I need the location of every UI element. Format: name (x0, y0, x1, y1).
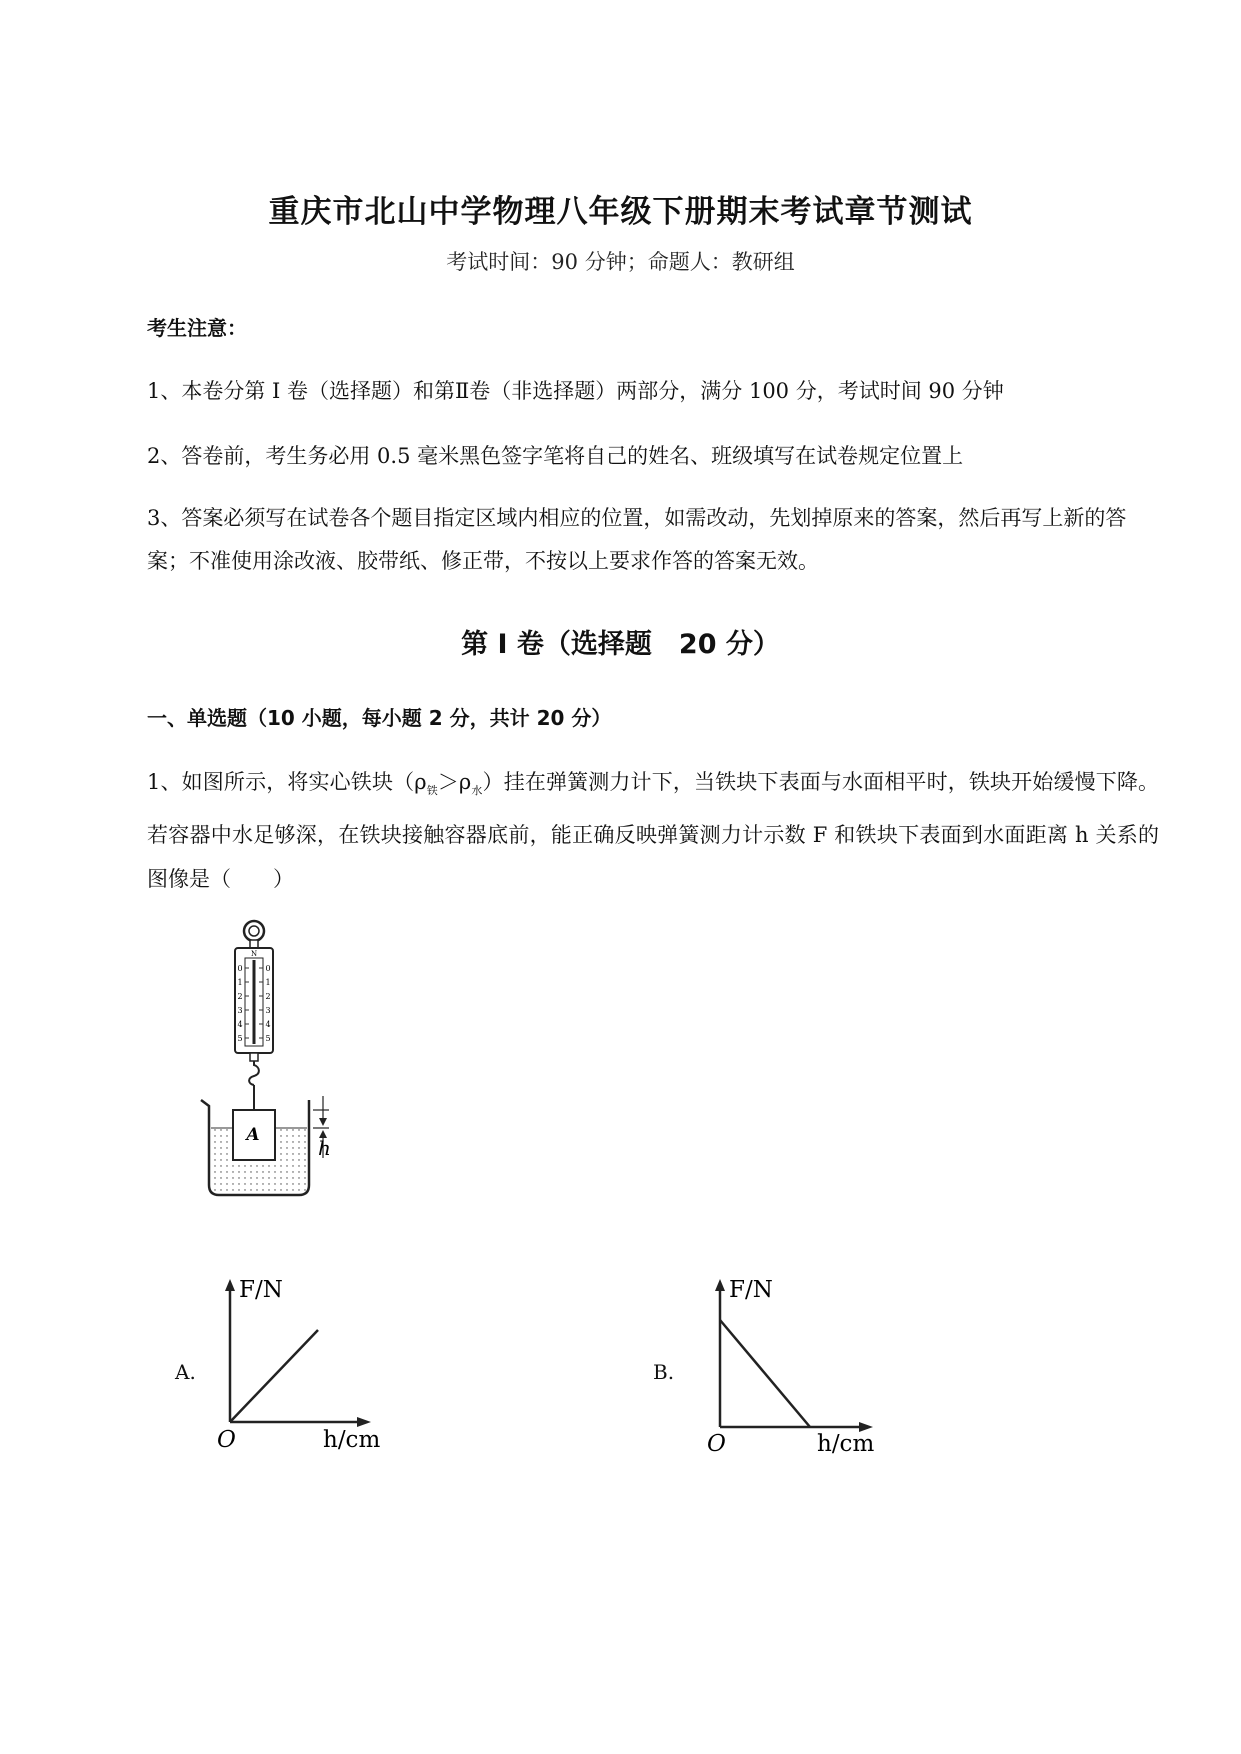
scale-number: 5 (265, 1034, 271, 1043)
origin-label: O (707, 1431, 726, 1455)
series-line (230, 1330, 318, 1422)
scale-number: 0 (237, 964, 243, 973)
scale-number: 4 (237, 1020, 243, 1029)
scale-number: 5 (237, 1034, 243, 1043)
scale-number: 3 (265, 1006, 271, 1015)
scale-number: 2 (265, 992, 271, 1001)
x-axis-label: h/cm (323, 1427, 381, 1453)
scale-number: 1 (237, 978, 243, 987)
series-line (720, 1320, 810, 1427)
notice-heading: 考生注意： (147, 316, 247, 340)
option-b-label[interactable]: B. (653, 1360, 675, 1384)
block-label: A (246, 1125, 260, 1145)
notice-item-1: 1、本卷分第 I 卷（选择题）和第Ⅱ卷（非选择题）两部分，满分 100 分，考试时间 90 分钟 (147, 379, 1004, 403)
notice-item-3: 3、答案必须写在试卷各个题目指定区域内相应的位置，如需改动，先划掉原来的答案，然后再写上新的答案；不准使用涂改液、胶带纸、修正带，不按以上要求作答的答案无效。 (147, 506, 1127, 573)
x-axis-arrow (357, 1417, 371, 1427)
part-heading: 一、单选题（10 小题，每小题 2 分，共计 20 分） (147, 706, 612, 730)
scale-unit-label: N (250, 950, 258, 958)
depth-label: h (318, 1136, 331, 1160)
spring-scale-figure (195, 918, 345, 1208)
q1-text-mid: ＞ρ (437, 770, 472, 794)
question-1-stem (147, 760, 1159, 901)
origin-label: O (217, 1427, 236, 1453)
y-axis-label: F/N (729, 1277, 773, 1303)
q1-subscript-water: 水 (471, 784, 483, 797)
y-axis-arrow (225, 1279, 235, 1291)
notice-item-2: 2、答卷前，考生务必用 0.5 毫米黑色签字笔将自己的姓名、班级填写在试卷规定位置上 (147, 444, 964, 468)
section-title: 第 I 卷（选择题 20 分） (461, 629, 780, 660)
q1-text-after: ）挂在弹簧测力计下，当铁块下表面与水面相平时，铁块开始缓慢下降。若容器中水足够深，在铁块接触容器底前，能正确反映弹簧测力计示数 F 和铁块下表面到水面距离 h 关系的图像是（ ） (147, 770, 1160, 891)
q1-subscript-iron: 铁 (426, 784, 438, 797)
scale-number: 0 (265, 964, 271, 973)
y-axis-label: F/N (239, 1277, 283, 1303)
page-title: 重庆市北山中学物理八年级下册期末考试章节测试 (268, 194, 973, 230)
exam-info: 考试时间：90 分钟；命题人：教研组 (446, 250, 795, 274)
scale-number: 3 (237, 1006, 243, 1015)
x-axis-label: h/cm (817, 1431, 875, 1455)
scale-number: 1 (265, 978, 271, 987)
option-a-graph[interactable] (215, 1275, 415, 1455)
scale-number: 4 (265, 1020, 271, 1029)
q1-text-before: 1、如图所示，将实心铁块（ρ (147, 770, 427, 794)
scale-number: 2 (237, 992, 243, 1001)
option-a-label[interactable]: A. (175, 1360, 196, 1384)
option-b-graph[interactable] (705, 1275, 905, 1455)
y-axis-arrow (715, 1279, 725, 1291)
